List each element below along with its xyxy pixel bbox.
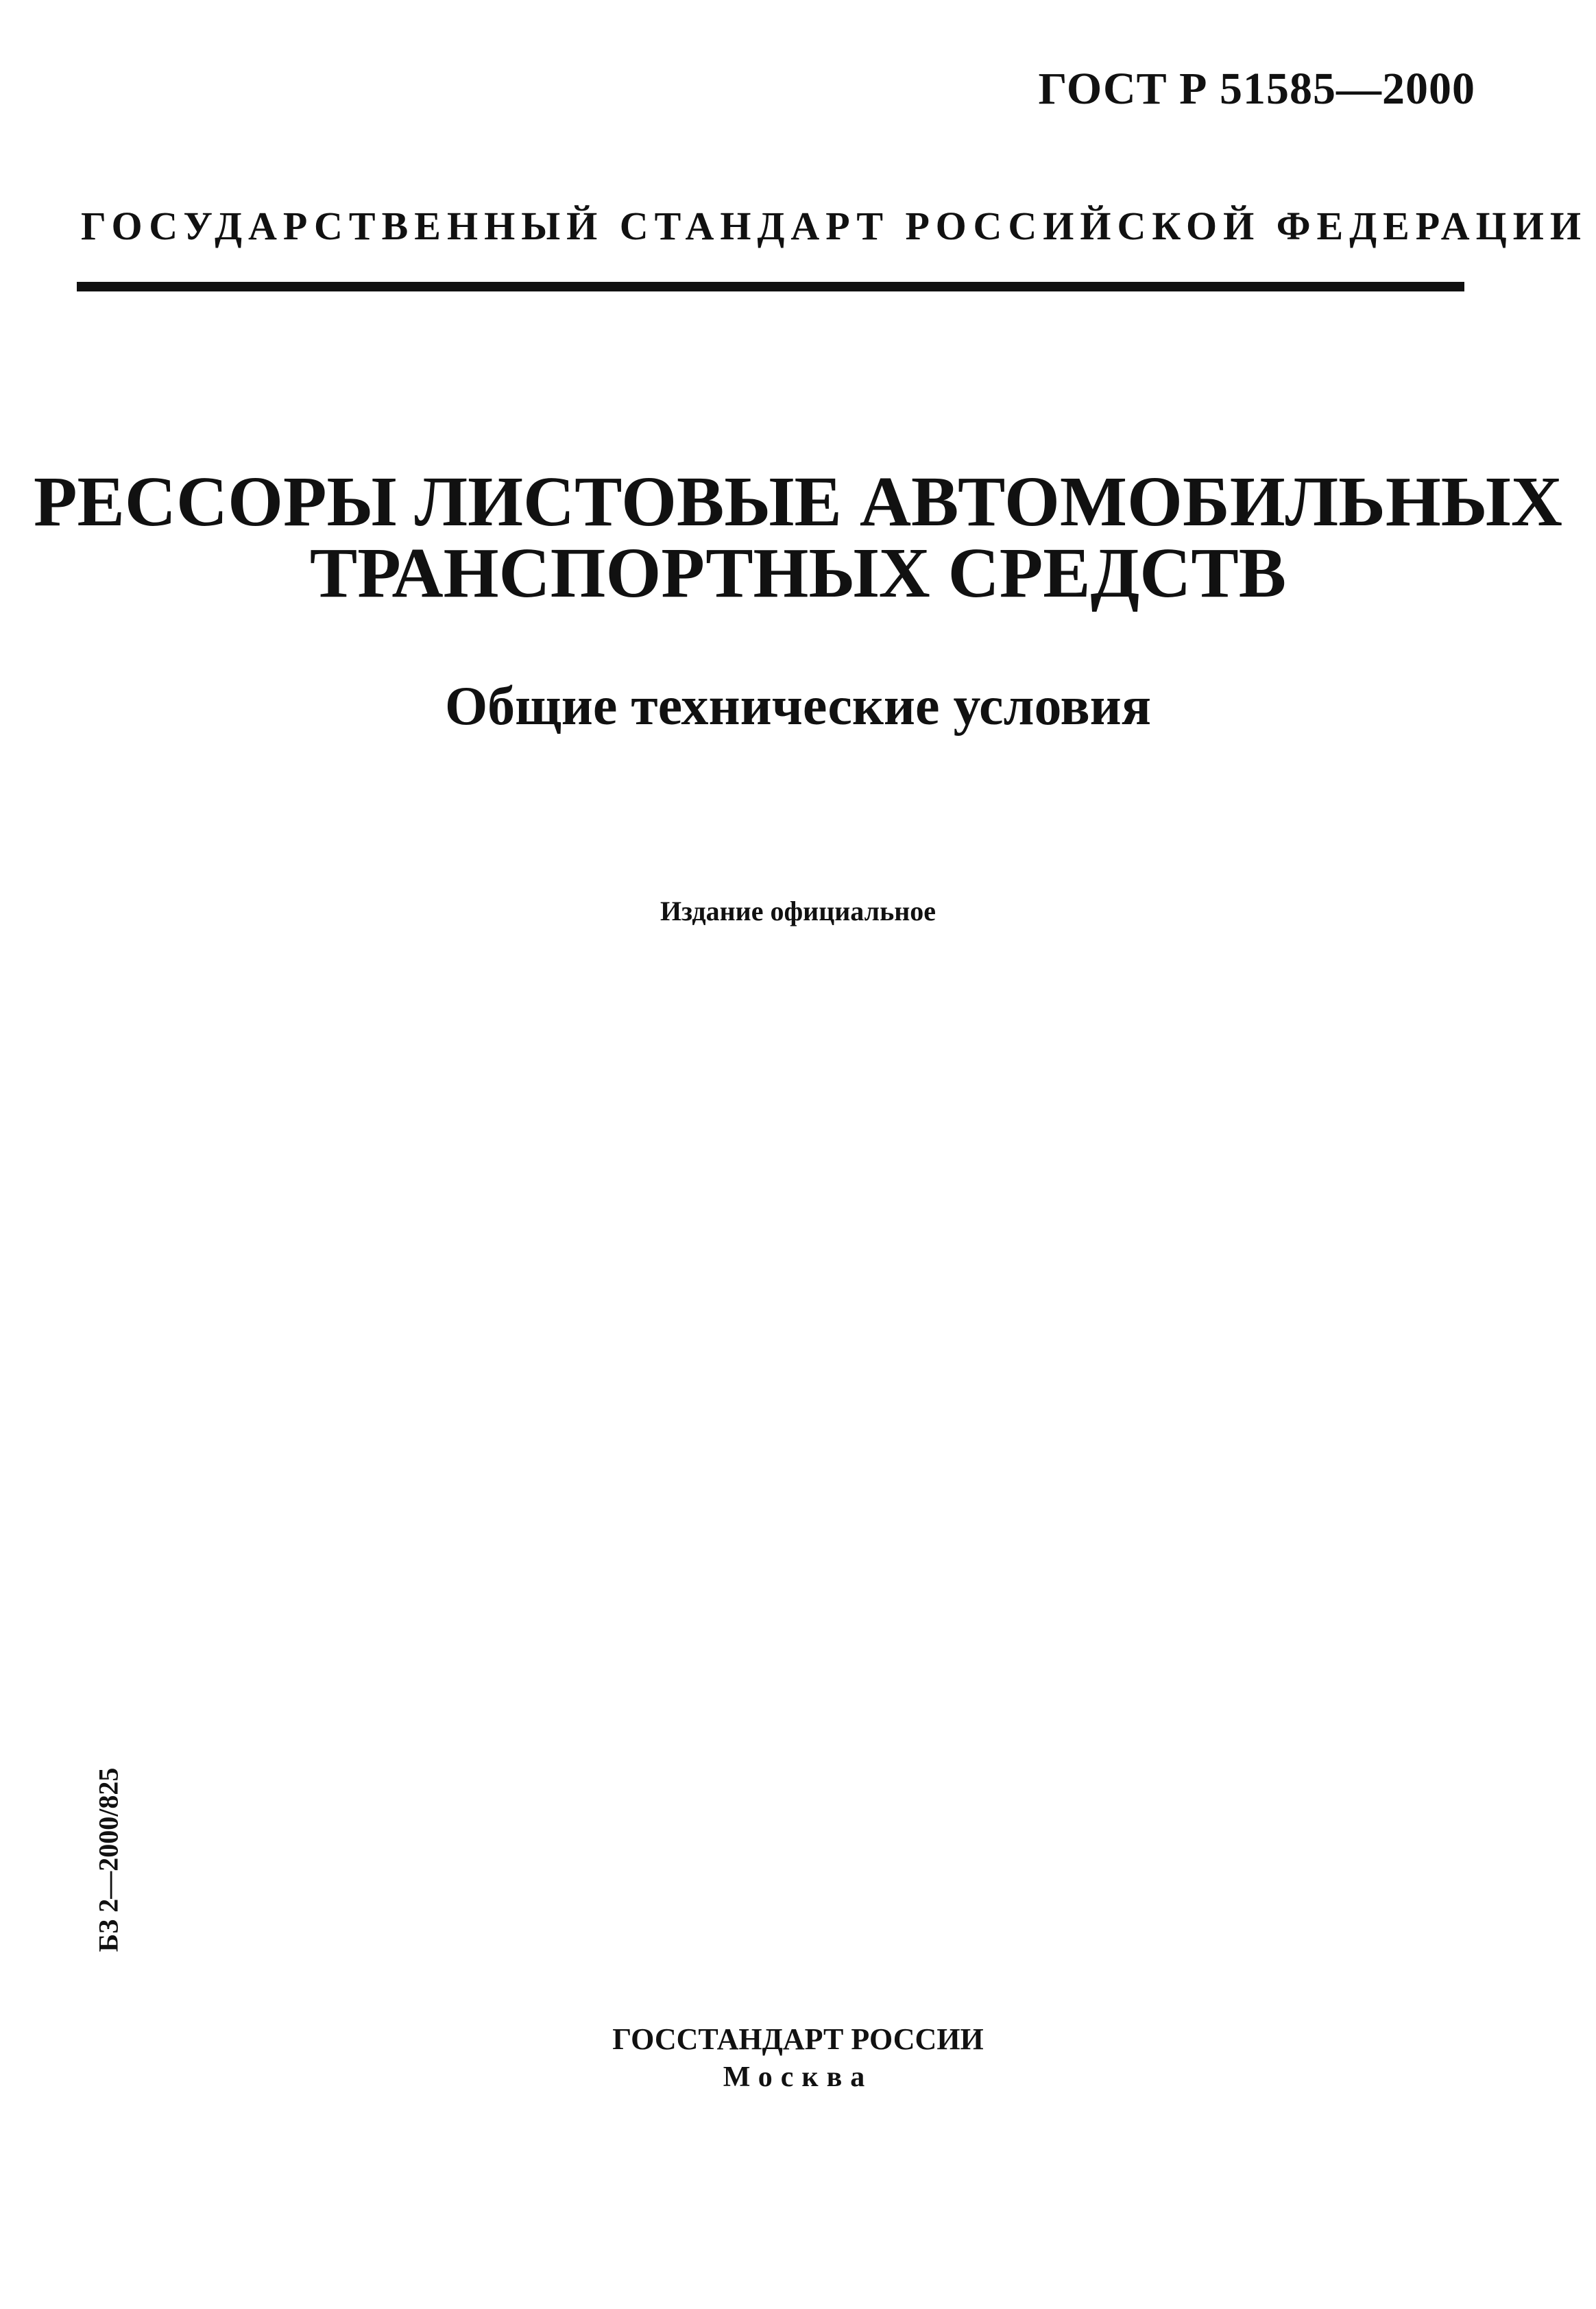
document-code: ГОСТ Р 51585—2000 [1038, 64, 1475, 114]
edition-note: Издание официальное [660, 896, 936, 926]
state-standard-header: ГОСУДАРСТВЕННЫЙ СТАНДАРТ РОССИЙСКОЙ ФЕДЕРАЦИИ [81, 204, 1588, 248]
publisher-name: ГОССТАНДАРТ РОССИИ [612, 2022, 984, 2056]
title-line-2: ТРАНСПОРТНЫХ СРЕДСТВ [309, 534, 1287, 612]
document-title [0, 462, 1596, 612]
header-divider [77, 282, 1464, 291]
side-catalog-code: БЗ 2—2000/825 [93, 1767, 124, 1952]
publisher-city: Москва [723, 2061, 873, 2093]
title-line-1: РЕССОРЫ ЛИСТОВЫЕ АВТОМОБИЛЬНЫХ [34, 462, 1562, 541]
document-subtitle: Общие технические условия [444, 676, 1152, 737]
